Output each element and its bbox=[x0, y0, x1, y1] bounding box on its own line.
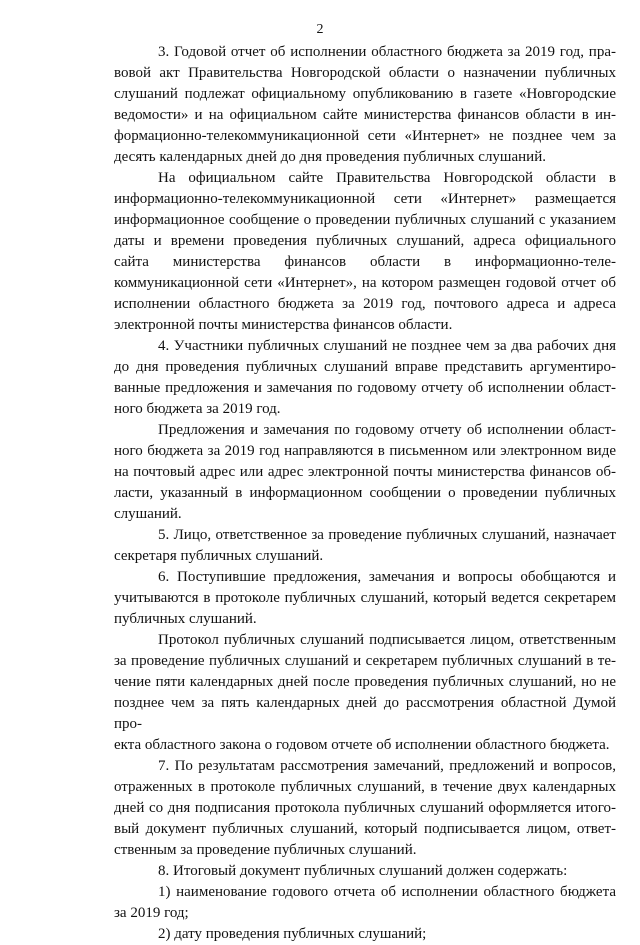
text-line: ванные предложения и замечания по годовому отчету об исполнении област- bbox=[114, 380, 616, 396]
text-line: электронной почты министерства финансов области. bbox=[114, 317, 453, 333]
text-line: исполнении областного бюджета за 2019 год, почтового адреса и адреса bbox=[114, 296, 616, 312]
text-line: 5. Лицо, ответственное за проведение публичных слушаний, назначает bbox=[158, 527, 616, 543]
paragraph-7 bbox=[114, 756, 616, 861]
text-line: Предложения и замечания по годовому отчету об исполнении област- bbox=[158, 422, 616, 438]
text-line: за 2019 год; bbox=[114, 905, 189, 921]
text-line: позднее чем за пять календарных дней до рассмотрения областной Думой про- bbox=[114, 695, 616, 732]
text-line: слушаний. bbox=[114, 506, 182, 522]
list-item-8-2 bbox=[114, 924, 616, 945]
text-line: 2) дату проведения публичных слушаний; bbox=[158, 926, 427, 942]
paragraph-6-continued bbox=[114, 630, 616, 756]
text-line: 8. Итоговый документ публичных слушаний должен содержать: bbox=[158, 863, 568, 879]
text-line: ного бюджета за 2019 год. bbox=[114, 401, 281, 417]
text-line: десять календарных дней до дня проведения публичных слушаний. bbox=[114, 149, 546, 165]
text-line: 3. Годовой отчет об исполнении областного бюджета за 2019 год, пра- bbox=[158, 44, 616, 60]
list-item-8-1 bbox=[114, 882, 616, 924]
text-line: слушаний подлежат официальному опубликованию в газете «Новгородские bbox=[114, 86, 616, 102]
text-line: дней со дня подписания протокола публичных слушаний оформляется итого- bbox=[114, 800, 616, 816]
page-number: 2 bbox=[316, 22, 324, 37]
paragraph-4 bbox=[114, 336, 616, 420]
text-line: ственным за проведение публичных слушаний. bbox=[114, 842, 417, 858]
text-line: отраженных в протоколе публичных слушаний, в течение двух календарных bbox=[114, 779, 616, 795]
text-line: вовой акт Правительства Новгородской области о назначении публичных bbox=[114, 65, 616, 81]
text-line: вый документ публичных слушаний, который подписывается лицом, ответ- bbox=[114, 821, 616, 837]
paragraph-8 bbox=[114, 861, 616, 882]
text-line: учитываются в протоколе публичных слушаний, который ведется секретарем bbox=[114, 590, 616, 606]
text-line: Протокол публичных слушаний подписывается лицом, ответственным bbox=[158, 632, 616, 648]
text-line: екта областного закона о годовом отчете об исполнении областного бюджета. bbox=[114, 737, 610, 753]
text-line: информационное сообщение о проведении публичных слушаний с указанием bbox=[114, 212, 616, 228]
paragraph-5 bbox=[114, 525, 616, 567]
text-line: до дня проведения публичных слушаний вправе представить аргументиро- bbox=[114, 359, 616, 375]
text-line: на почтовый адрес или адрес электронной почты министерства финансов об- bbox=[114, 464, 616, 480]
text-line: за проведение публичных слушаний и секретарем публичных слушаний в те- bbox=[114, 653, 616, 669]
document-body bbox=[114, 42, 616, 945]
text-line: сайта министерства финансов области в информационно-теле- bbox=[114, 254, 616, 270]
text-line: формационно-телекоммуникационной сети «Интернет» не позднее чем за bbox=[114, 128, 616, 144]
paragraph-4-continued bbox=[114, 420, 616, 525]
text-line: ного бюджета за 2019 год направляются в письменном или электронном виде bbox=[114, 443, 616, 459]
text-line: публичных слушаний. bbox=[114, 611, 257, 627]
text-line: информационно-телекоммуникационной сети «Интернет» размещается bbox=[114, 191, 616, 207]
text-line: чение пяти календарных дней после проведения публичных слушаний, но не bbox=[114, 674, 616, 690]
text-line: 4. Участники публичных слушаний не позднее чем за два рабочих дня bbox=[158, 338, 616, 354]
paragraph-3 bbox=[114, 42, 616, 168]
text-line: даты и времени проведения публичных слушаний, адреса официального bbox=[114, 233, 616, 249]
text-line: ведомости» и на официальном сайте министерства финансов области в ин- bbox=[114, 107, 616, 123]
paragraph-3-continued bbox=[114, 168, 616, 336]
text-line: секретаря публичных слушаний. bbox=[114, 548, 324, 564]
text-line: 7. По результатам рассмотрения замечаний, предложений и вопросов, bbox=[158, 758, 616, 774]
text-line: 1) наименование годового отчета об исполнении областного бюджета bbox=[158, 884, 616, 900]
text-line: ласти, указанный в информационном сообщении о проведении публичных bbox=[114, 485, 616, 501]
text-line: На официальном сайте Правительства Новгородской области в bbox=[158, 170, 616, 186]
text-line: 6. Поступившие предложения, замечания и вопросы обобщаются и bbox=[158, 569, 616, 585]
text-line: коммуникационной сети «Интернет», на котором размещен годовой отчет об bbox=[114, 275, 616, 291]
paragraph-6 bbox=[114, 567, 616, 630]
